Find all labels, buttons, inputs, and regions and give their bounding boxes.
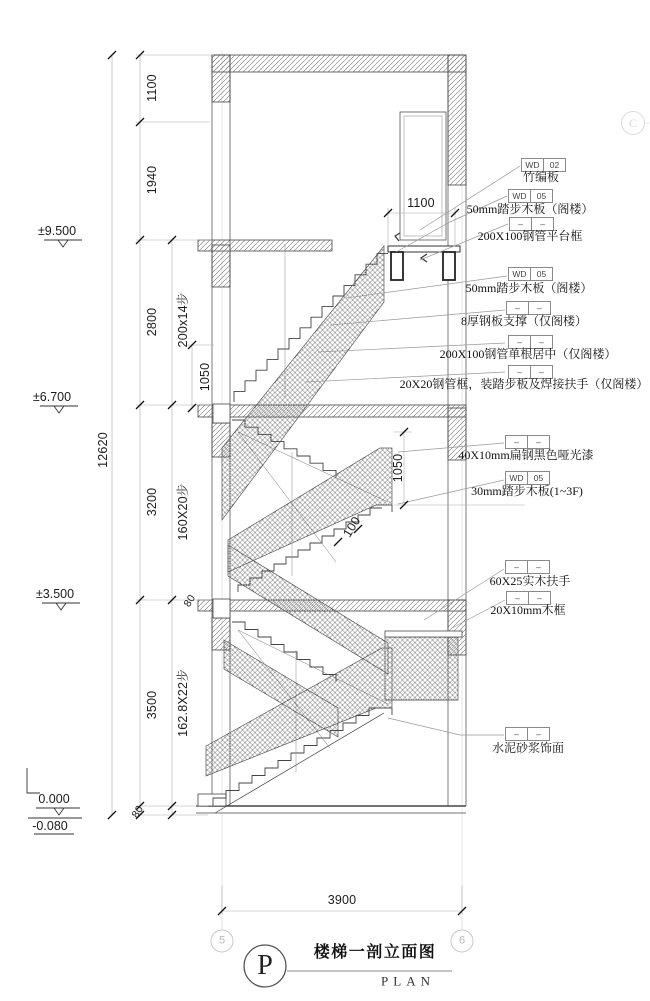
dim-1050-left: 1050	[197, 362, 212, 392]
dim-3200: 3200	[144, 487, 159, 517]
platform-post-left	[391, 252, 403, 280]
tag-sheet: –	[536, 437, 541, 447]
grid-bubble-5: 5	[211, 930, 234, 953]
tag-sheet: –	[536, 729, 541, 739]
tag-code: –	[509, 336, 531, 348]
landing-railing-band	[385, 637, 458, 700]
ground-line	[196, 794, 466, 813]
dim-80-bottom: 80	[129, 803, 147, 821]
tag-code: –	[507, 302, 529, 314]
dim-flight-attic: 200x14步	[175, 292, 190, 348]
dim-total-height: 12620	[95, 432, 110, 468]
annotation-label-7: 20X20钢管框，装踏步板及焊接扶手（仅阁楼）	[399, 377, 649, 391]
annotation-tag-2	[508, 189, 553, 203]
elevation-attic: ±9.500	[37, 223, 77, 238]
annotation-label-9: 30mm踏步木板(1~3F)	[471, 484, 583, 498]
tag-code: –	[509, 366, 531, 378]
annotation-label-8: 40X10mm扁钢黑色哑光漆	[458, 448, 594, 462]
section-mark-letter: P	[257, 950, 273, 981]
dim-bay-width: 3900	[327, 892, 357, 907]
plinth-step	[198, 794, 226, 806]
dim-platform-1100: 1100	[407, 195, 435, 210]
annotation-label-2: 50mm踏步木板（阁楼）	[466, 202, 594, 216]
dim-1100: 1100	[144, 74, 159, 102]
tag-code: –	[510, 218, 532, 230]
annotation-label-4: 50mm踏步木板（阁楼）	[465, 281, 593, 295]
tag-sheet: –	[537, 303, 542, 313]
dim-80-top: 80	[181, 592, 199, 610]
tag-code: –	[506, 561, 528, 573]
tag-sheet: –	[537, 593, 542, 603]
annotation-tag-5	[506, 301, 551, 315]
annotation-tag-4	[508, 267, 553, 281]
title-block-lines	[222, 123, 650, 987]
tag-sheet: –	[540, 219, 545, 229]
elevation-third: ±6.700	[32, 389, 72, 404]
tag-code: WD	[509, 190, 531, 202]
roof-slab	[212, 55, 466, 72]
attic-window	[400, 112, 446, 240]
corner-grid-mark: C	[621, 111, 645, 135]
dim-flight-low: 162.8X22步	[175, 669, 190, 737]
dim-3500: 3500	[144, 690, 159, 720]
dim-100: 100	[340, 514, 364, 540]
level-reference-mark	[27, 768, 40, 793]
tag-code: –	[506, 436, 528, 448]
tag-code: WD	[509, 268, 531, 280]
annotation-label-1: 竹编板	[522, 170, 560, 184]
left-wall	[212, 55, 230, 806]
tag-sheet: –	[536, 562, 541, 572]
annotation-tag-10	[505, 560, 550, 574]
annotation-tag-8	[505, 435, 550, 449]
elevation-ground: 0.000	[38, 791, 70, 806]
annotation-label-6: 200X100钢管单根居中（仅阁楼）	[439, 347, 617, 361]
dim-2800: 2800	[144, 307, 159, 337]
elevation-symbols	[27, 240, 82, 834]
tag-sheet: 05	[536, 269, 547, 279]
annotation-label-12: 水泥砂浆饰面	[491, 741, 565, 755]
third-floor-slab	[198, 405, 466, 417]
tag-sheet: 05	[533, 473, 544, 483]
elevation-second: ±3.500	[35, 586, 75, 601]
annotation-label-3: 200X100钢管平台框	[477, 229, 583, 243]
tag-sheet: –	[539, 337, 544, 347]
tag-code: WD	[522, 159, 544, 171]
tag-sheet: 05	[536, 191, 547, 201]
annotation-tag-9	[505, 471, 550, 485]
annotation-tag-12	[505, 727, 550, 741]
tag-code: WD	[506, 472, 528, 484]
landing-handrail	[385, 631, 462, 637]
annotation-label-11: 20X10mm木框	[490, 603, 566, 617]
annotation-label-10: 60X25实木扶手	[489, 574, 571, 588]
dim-flight-mid: 160X20步	[175, 483, 190, 541]
drawing-subtitle: PLAN	[381, 973, 435, 989]
tag-sheet: 02	[549, 160, 560, 170]
railing-mesh-bands	[206, 246, 462, 776]
elevation-foundation: -0.080	[32, 818, 68, 833]
dim-1050-right: 1050	[390, 453, 405, 483]
annotation-label-5: 8厚钢板支撑（仅阁楼）	[460, 314, 588, 328]
drawing-title: 楼梯一剖立面图	[313, 944, 437, 961]
dim-1940: 1940	[144, 165, 159, 195]
tag-code: –	[506, 728, 528, 740]
grid-bubble-6: 6	[451, 930, 474, 953]
tag-sheet: –	[539, 367, 544, 377]
platform-post-right	[443, 252, 455, 280]
tag-code: –	[507, 592, 529, 604]
